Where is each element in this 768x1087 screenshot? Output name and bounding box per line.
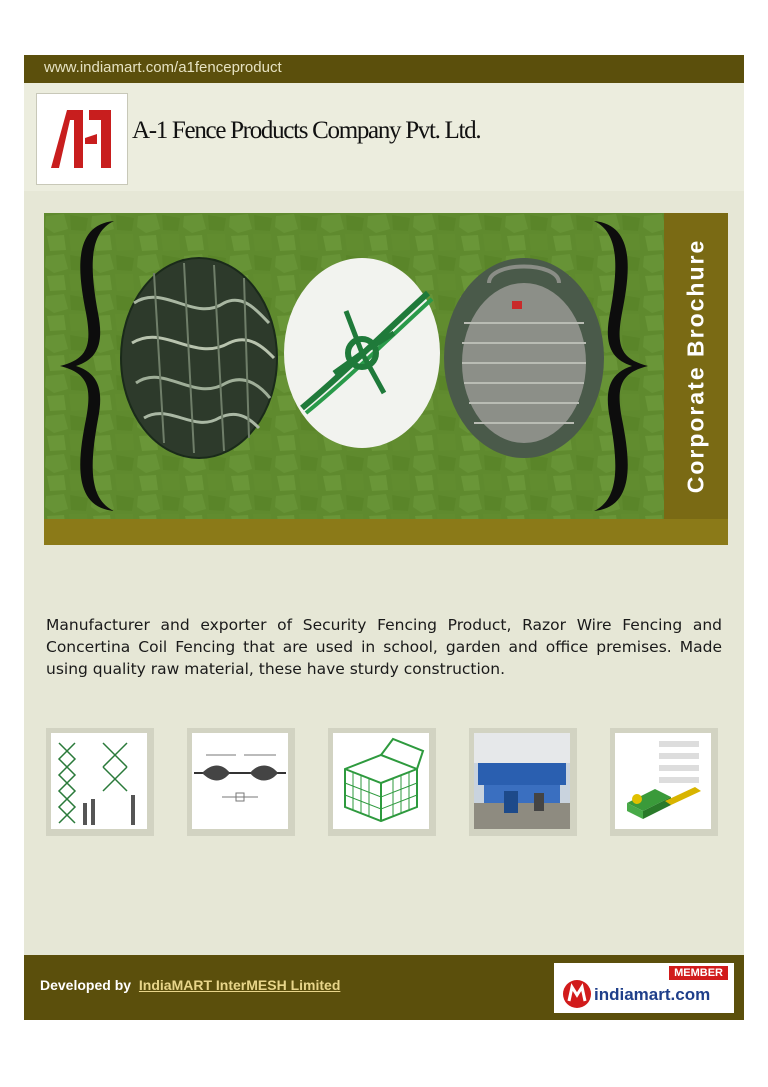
chain-link-fence-diagram <box>51 733 147 829</box>
developer-link[interactable]: IndiaMART InterMESH Limited <box>138 977 341 993</box>
thumbnail-chain-link[interactable] <box>46 728 154 836</box>
member-label: MEMBER <box>669 966 728 980</box>
indiamart-logo-icon <box>562 979 592 1009</box>
green-barbed-wire-photo <box>284 258 440 448</box>
footer <box>24 955 744 1020</box>
thumbnail-coated-wire[interactable] <box>610 728 718 836</box>
barbed-wire-coil-photo <box>444 258 604 458</box>
top-bar <box>24 55 744 83</box>
banner-background <box>44 213 664 519</box>
footer-credit <box>40 977 340 993</box>
site-url[interactable]: www.indiamart.com/a1fenceproduct <box>44 59 282 76</box>
thumbnail-razor-wire[interactable] <box>187 728 295 836</box>
brochure-sidebar <box>664 213 728 519</box>
developed-by-label: Developed by <box>40 977 132 993</box>
gabion-box-image <box>333 733 429 829</box>
thumbnail-gabion[interactable] <box>328 728 436 836</box>
corporate-brochure-label: Corporate Brochure <box>682 238 709 494</box>
banner-band <box>44 519 728 545</box>
company-name: A-1 Fence Products Company Pvt. Ltd. <box>132 117 481 144</box>
a1-logo-icon <box>37 94 127 184</box>
hero-banner <box>44 213 728 545</box>
company-logo <box>36 93 128 185</box>
indiamart-member-badge[interactable] <box>554 963 734 1013</box>
company-description: Manufacturer and exporter of Security Fencing Product, Razor Wire Fencing and Concertina Coil Fencing that are used in school, garden and office premises. Made using quality raw material, these have sturdy construction. <box>46 616 722 678</box>
product-thumbnails <box>46 728 722 838</box>
fence-machine-photo <box>474 733 570 829</box>
thumbnail-machine[interactable] <box>469 728 577 836</box>
razor-wire-diagram <box>192 733 288 829</box>
coated-wire-diagram <box>615 733 711 829</box>
indiamart-name: indiamart.com <box>594 985 711 1004</box>
brochure-page <box>24 55 744 1020</box>
concertina-wire-photo <box>121 258 277 458</box>
